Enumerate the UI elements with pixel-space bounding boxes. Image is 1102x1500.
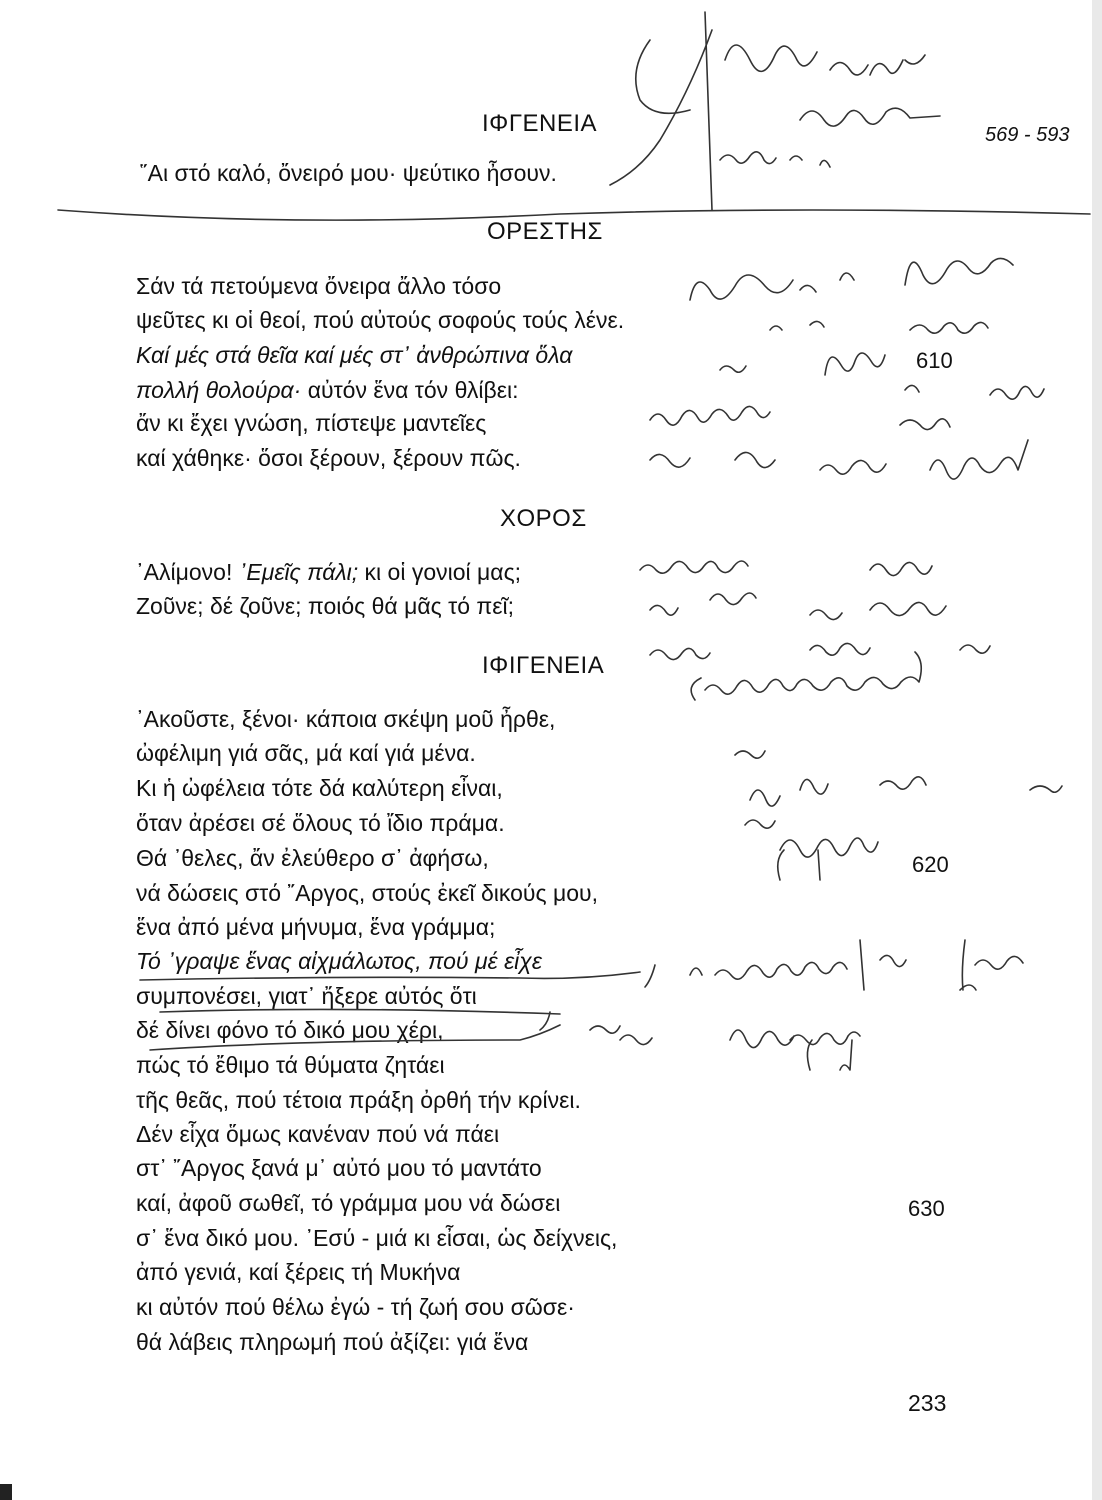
speaker-orestes: ΟΡΕΣΤΗΣ	[487, 218, 603, 245]
handwritten-stroke	[778, 850, 820, 880]
handwritten-stroke	[590, 1026, 652, 1045]
verse-line: Καί μές στά θεῖα καί μές στ᾽ ἀνθρώπινα ὅλα	[136, 342, 573, 368]
line-number-620: 620	[912, 852, 949, 877]
handwritten-stroke	[905, 385, 1044, 399]
handwritten-stroke	[750, 777, 1062, 806]
handwritten-stroke	[650, 593, 756, 615]
handwritten-stroke	[905, 258, 1013, 285]
verse-line: Θά ᾽θελες, ἄν ἐλεύθερο σ᾽ ἀφήσω,	[136, 845, 489, 871]
page-number: 233	[908, 1390, 947, 1416]
handwritten-stroke	[745, 820, 878, 857]
handwritten-stroke	[690, 962, 847, 979]
handwritten-stroke	[160, 1009, 560, 1014]
handwritten-stroke	[730, 1030, 860, 1048]
handwritten-stroke	[150, 1025, 560, 1050]
handwritten-stroke	[610, 30, 712, 185]
handwritten-stroke	[930, 440, 1028, 479]
handwritten-stroke	[825, 353, 885, 375]
verse-line-italic-part: πολλή θολούρα·	[136, 377, 302, 403]
handwritten-stroke	[650, 406, 770, 425]
verse-line: Ζοῦνε; δέ ζοῦνε; ποιός θά μᾶς τό πεῖ;	[136, 593, 515, 619]
handwritten-stroke	[640, 561, 748, 573]
verse-line: καί, ἀφοῦ σωθεῖ, τό γράμμα μου νά δώσει	[136, 1190, 561, 1216]
line-number-630: 630	[908, 1196, 945, 1221]
handwritten-stroke	[800, 108, 940, 126]
verse-line: ᾽Ακοῦστε, ξένοι· κάποια σκέψη μοῦ ἦρθε,	[136, 706, 556, 732]
handwritten-stroke	[820, 460, 886, 474]
verse-line: καί χάθηκε· ὅσοι ξέρουν, ξέρουν πῶς.	[136, 445, 521, 471]
handwritten-stroke	[705, 12, 712, 210]
handwritten-stroke	[650, 452, 775, 467]
handwritten-stroke	[735, 751, 765, 758]
verse-text: κι οἱ γονιοί μας;	[358, 559, 522, 585]
handwritten-stroke	[900, 419, 950, 430]
handwritten-stroke	[860, 940, 906, 990]
verse-text: ᾽Αλίμονο!	[136, 559, 239, 585]
verse-line: ἄν κι ἔχει γνώση, πίστεψε μαντεῖες	[136, 410, 487, 436]
handwritten-stroke	[140, 972, 640, 980]
verse-line: Σάν τά πετούμενα ὄνειρα ἄλλο τόσο	[136, 273, 502, 299]
verse-line: θά λάβεις πληρωμή πού ἀξίζει: γιά ἕνα	[136, 1329, 529, 1355]
line-range-label: 569 - 593	[985, 124, 1070, 146]
verse-line: τῆς θεᾶς, πού τέτοια πράξη ὀρθή τήν κρίνει.	[136, 1087, 581, 1113]
verse-line: σ᾽ ἕνα δικό μου. ᾽Εσύ - μιά κι εἶσαι, ὡς δείχνεις,	[136, 1225, 618, 1251]
speaker-iphigenia-1: ΙΦΓΕΝΕΙΑ	[482, 110, 598, 137]
verse-line: δέ δίνει φόνο τό δικό μου χέρι,	[136, 1017, 444, 1043]
handwritten-stroke	[636, 40, 690, 113]
speaker-choros: ΧΟΡΟΣ	[500, 505, 587, 532]
handwritten-stroke	[650, 643, 990, 659]
handwritten-stroke	[770, 321, 824, 330]
verse-line: Κι ἡ ὠφέλεια τότε δά καλύτερη εἶναι,	[136, 775, 503, 801]
verse-line: συμπονέσει, γιατ᾽ ἤξερε αὐτός ὅτι	[136, 983, 477, 1009]
handwritten-stroke	[870, 562, 932, 575]
verse-line: πολλή θολούρα· αὐτόν ἕνα τόν θλίβει:	[136, 377, 519, 403]
handwritten-stroke	[690, 273, 854, 300]
verse-line: ψεῦτες κι οἱ θεοί, πού αὐτούς σοφούς τούς λένε.	[136, 307, 625, 333]
handwritten-stroke	[810, 602, 946, 619]
handwritten-stroke	[540, 1012, 550, 1030]
verse-line: νά δώσεις στό ῎Αργος, στούς ἐκεῖ δικούς μου,	[136, 880, 598, 906]
line-number-610: 610	[916, 348, 953, 373]
handwritten-stroke	[870, 55, 925, 75]
verse-line: ἕνα ἀπό μένα μήνυμα, ἕνα γράμμα;	[136, 914, 496, 940]
verse-line: στ᾽ ῎Αργος ξανά μ᾽ αὐτό μου τό μαντάτο	[136, 1155, 542, 1181]
handwritten-stroke	[910, 322, 988, 333]
verse-line: ἀπό γενιά, καί ξέρεις τή Μυκήνα	[136, 1259, 461, 1285]
handwritten-stroke	[691, 652, 921, 700]
handwritten-stroke	[645, 965, 655, 987]
handwritten-stroke	[58, 210, 1090, 220]
verse-line: ὠφέλιμη γιά σᾶς, μά καί γιά μένα.	[136, 740, 476, 766]
verse-line: ῞Αι στό καλό, ὄνειρό μου· ψεύτικο ἦσουν.	[140, 160, 557, 186]
verse-text-italic: ᾽Εμεῖς πάλι;	[238, 559, 359, 585]
verse-line: Τό ᾽γραψε ἕνας αἰχμάλωτος, πού μέ εἶχε	[136, 948, 542, 974]
handwritten-stroke	[720, 152, 830, 167]
handwritten-stroke	[725, 45, 868, 75]
handwritten-stroke	[962, 940, 1023, 990]
verse-line: ὅταν ἀρέσει σέ ὅλους τό ἴδιο πράμα.	[136, 810, 505, 836]
handwritten-stroke	[720, 366, 746, 372]
speaker-iphigenia-2: ΙΦΙΓΕΝΕΙΑ	[482, 652, 605, 679]
verse-line: πώς τό ἔθιμο τά θύματα ζητάει	[136, 1052, 445, 1078]
verse-line: Δέν εἶχα ὅμως κανέναν πού νά πάει	[136, 1121, 500, 1147]
verse-line: κι αὐτόν πού θέλω ἐγώ - τή ζωή σου σῶσε·	[136, 1294, 575, 1320]
